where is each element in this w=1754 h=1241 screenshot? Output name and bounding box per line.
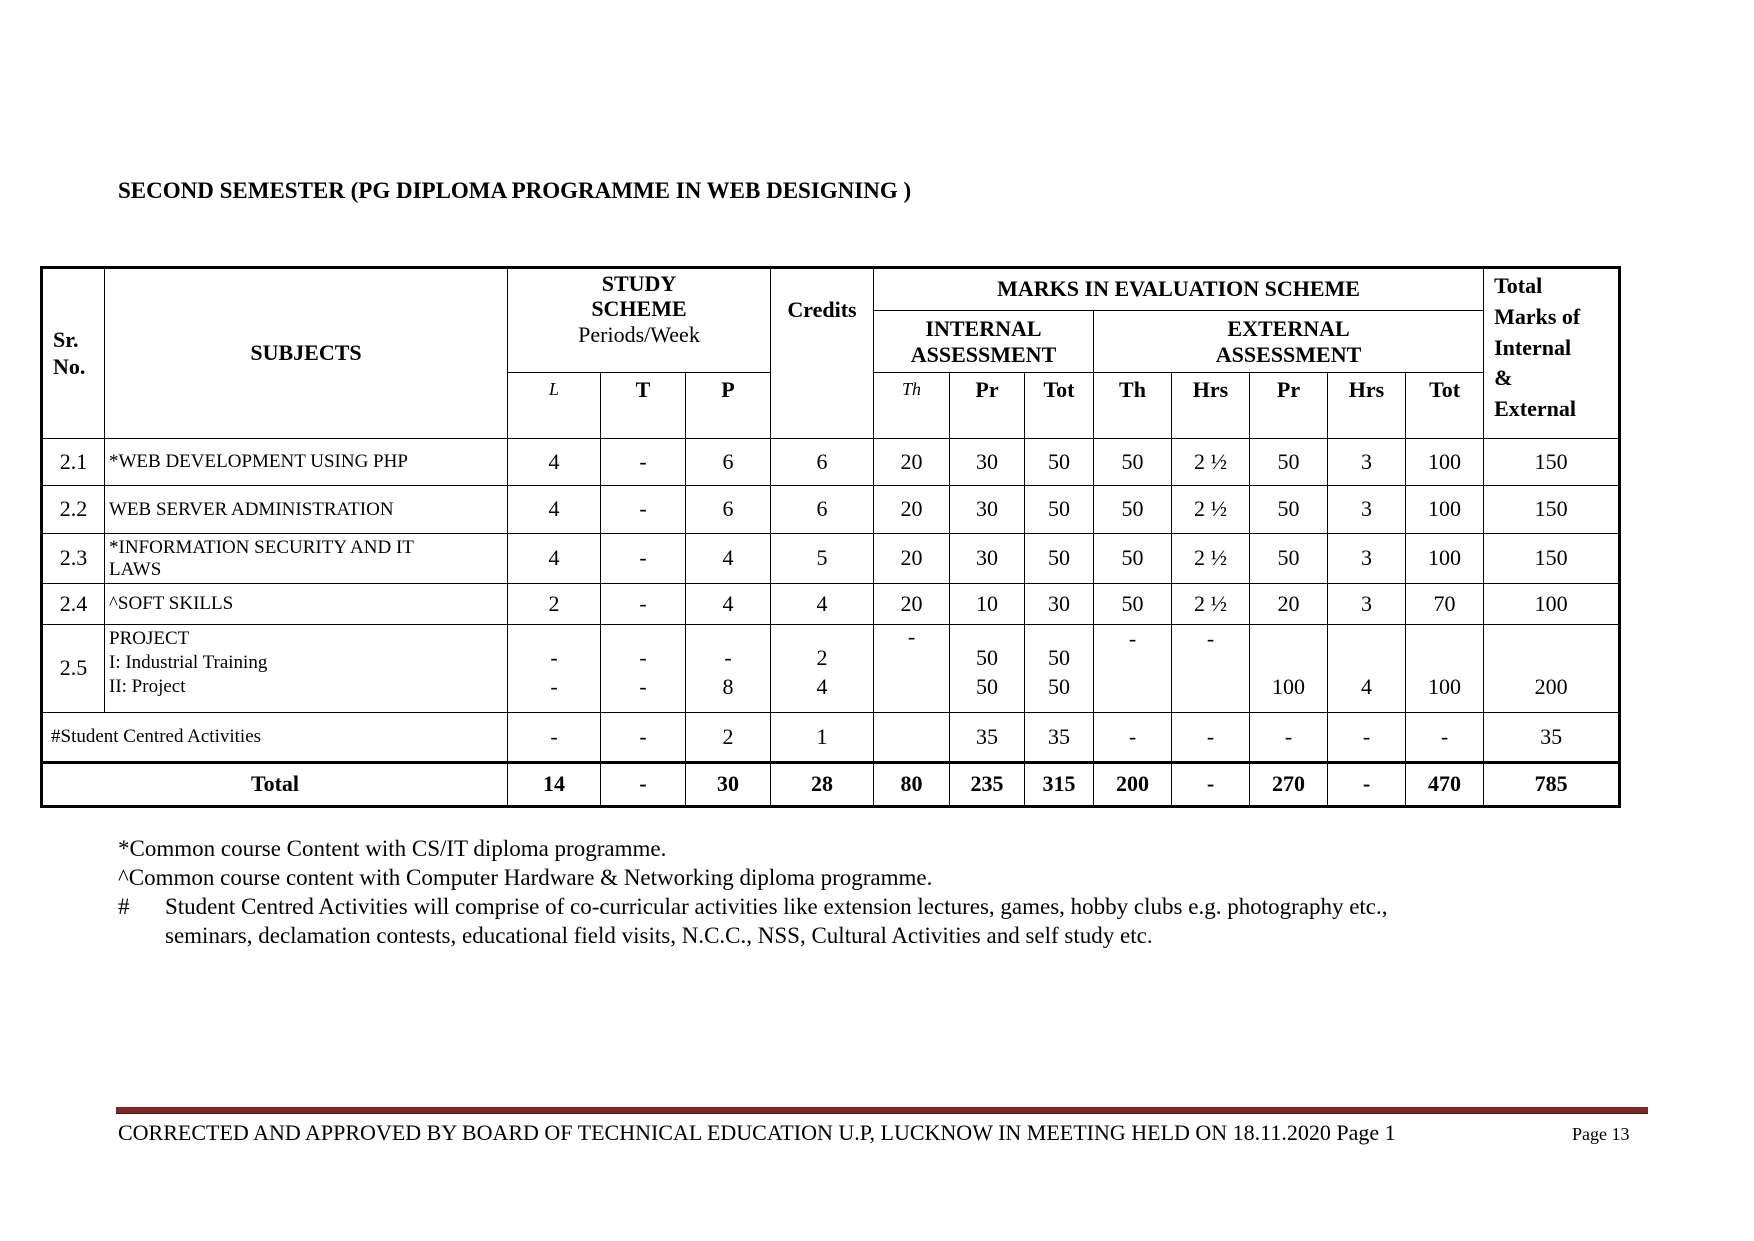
ext-pr-cell: 50 xyxy=(1250,486,1328,534)
ext-hrs-cell: 2 ½ xyxy=(1172,439,1250,486)
page-number: Page 13 xyxy=(1572,1124,1630,1144)
credits-cell: 5 xyxy=(771,534,874,584)
ext-hrs-cell: - xyxy=(1328,713,1406,763)
col-p-header: P xyxy=(686,373,771,439)
page-heading: SECOND SEMESTER (PG DIPLOMA PROGRAMME IN WEB DESIGNING ) xyxy=(118,178,912,203)
col-int-tot-header: Tot xyxy=(1025,373,1094,439)
t-cell: - xyxy=(601,584,686,625)
credits-header: Credits xyxy=(771,268,874,439)
ext-th-cell: - xyxy=(1094,625,1172,713)
total-cell: 150 xyxy=(1484,486,1620,534)
p-cell: 30 xyxy=(686,763,771,807)
col-t-header: T xyxy=(601,373,686,439)
p-cell: - 8 xyxy=(686,625,771,713)
table-row xyxy=(42,486,1620,534)
table-row-project xyxy=(42,625,1620,713)
col-ext-th-header: Th xyxy=(1094,373,1172,439)
int-tot-cell: 50 xyxy=(1025,534,1094,584)
t-cell: - xyxy=(601,713,686,763)
table-row xyxy=(42,439,1620,486)
total-cell: 200 xyxy=(1484,625,1620,713)
footnote-activities: # Student Centred Activities will comprise of co-curricular activities like extension lectures, games, hobby clubs e.g. photography etc., seminars, declamation contests, educational field visits, N.C.C., NSS, Cultural Activities and self study etc. xyxy=(118,894,1388,948)
ext-th-cell: - xyxy=(1094,713,1172,763)
subject-cell: PROJECT I: Industrial Training II: Project xyxy=(105,625,508,713)
ext-th-cell: 50 xyxy=(1094,486,1172,534)
credits-cell: 2 4 xyxy=(771,625,874,713)
sr-cell: 2.5 xyxy=(42,625,105,713)
p-cell: 2 xyxy=(686,713,771,763)
total-cell: 100 xyxy=(1484,584,1620,625)
t-cell: - xyxy=(601,439,686,486)
col-ext-tot-header: Tot xyxy=(1406,373,1484,439)
footnote-hash-mark: # xyxy=(118,894,130,919)
col-ext-hrs-header: Hrs xyxy=(1328,373,1406,439)
int-th-cell: 20 xyxy=(874,534,950,584)
ext-th-cell: 50 xyxy=(1094,584,1172,625)
l-cell: 4 xyxy=(508,486,601,534)
credits-cell: 1 xyxy=(771,713,874,763)
footnote-common-hardware: ^Common course content with Computer Hardware & Networking diploma programme. xyxy=(118,865,933,890)
credits-cell: 6 xyxy=(771,486,874,534)
l-cell: - - xyxy=(508,625,601,713)
periods-week-label: Periods/Week xyxy=(578,321,700,347)
evaluation-scheme-table xyxy=(40,266,1621,808)
sr-cell: 2.2 xyxy=(42,486,105,534)
ext-hrs-cell: - xyxy=(1328,763,1406,807)
p-cell: 4 xyxy=(686,584,771,625)
ext-tot-cell: - xyxy=(1406,713,1484,763)
ext-tot-cell: 470 xyxy=(1406,763,1484,807)
table-row xyxy=(42,534,1620,584)
table-row-total xyxy=(42,763,1620,807)
ext-tot-cell: 100 xyxy=(1406,439,1484,486)
int-th-cell: - xyxy=(874,625,950,713)
ext-tot-cell: 100 xyxy=(1406,534,1484,584)
ext-tot-cell: 100 xyxy=(1406,625,1484,713)
p-cell: 6 xyxy=(686,486,771,534)
int-pr-cell: 30 xyxy=(950,486,1025,534)
table-row xyxy=(42,584,1620,625)
int-pr-cell: 30 xyxy=(950,439,1025,486)
sr-cell: 2.3 xyxy=(42,534,105,584)
ext-pr-cell: 50 xyxy=(1250,534,1328,584)
ext-hrs-cell: 2 ½ xyxy=(1172,584,1250,625)
study-scheme-title: STUDY SCHEME xyxy=(591,271,687,322)
footnotes xyxy=(118,834,1618,950)
ext-th-cell: 200 xyxy=(1094,763,1172,807)
ext-pr-cell: 100 xyxy=(1250,625,1328,713)
int-th-cell xyxy=(874,713,950,763)
col-int-th-header: Th xyxy=(874,373,950,439)
ext-hrs-cell: 2 ½ xyxy=(1172,486,1250,534)
int-pr-cell: 235 xyxy=(950,763,1025,807)
col-ext-hrs-header: Hrs xyxy=(1172,373,1250,439)
sr-cell: 2.1 xyxy=(42,439,105,486)
footer-divider xyxy=(116,1107,1648,1114)
total-cell: 35 xyxy=(1484,713,1620,763)
marks-scheme-header: MARKS IN EVALUATION SCHEME xyxy=(874,268,1484,311)
credits-cell: 6 xyxy=(771,439,874,486)
ext-hrs-cell: - xyxy=(1172,625,1250,713)
study-scheme-header xyxy=(508,268,771,373)
ext-pr-cell: 20 xyxy=(1250,584,1328,625)
ext-th-cell: 50 xyxy=(1094,534,1172,584)
ext-pr-cell: 50 xyxy=(1250,439,1328,486)
subject-cell: WEB SERVER ADMINISTRATION xyxy=(105,486,508,534)
ext-hrs-cell: - xyxy=(1172,713,1250,763)
int-pr-cell: 30 xyxy=(950,534,1025,584)
ext-pr-cell: - xyxy=(1250,713,1328,763)
subject-cell: *INFORMATION SECURITY AND IT LAWS xyxy=(105,534,508,584)
l-cell: 2 xyxy=(508,584,601,625)
subject-cell: ^SOFT SKILLS xyxy=(105,584,508,625)
col-int-pr-header: Pr xyxy=(950,373,1025,439)
int-tot-cell: 35 xyxy=(1025,713,1094,763)
t-cell: - - xyxy=(601,625,686,713)
credits-cell: 4 xyxy=(771,584,874,625)
int-th-cell: 20 xyxy=(874,584,950,625)
int-tot-cell: 50 xyxy=(1025,439,1094,486)
ext-hrs-cell: 3 xyxy=(1328,439,1406,486)
t-cell: - xyxy=(601,534,686,584)
total-marks-header: Total Marks of Internal & External xyxy=(1484,268,1620,439)
ext-tot-cell: 100 xyxy=(1406,486,1484,534)
l-cell: - xyxy=(508,713,601,763)
col-ext-pr-header: Pr xyxy=(1250,373,1328,439)
footnote-common-csit: *Common course Content with CS/IT diploma programme. xyxy=(118,836,667,861)
ext-hrs-cell: 3 xyxy=(1328,486,1406,534)
l-cell: 4 xyxy=(508,439,601,486)
table-row-activities xyxy=(42,713,1620,763)
int-pr-cell: 35 xyxy=(950,713,1025,763)
int-pr-cell: 10 xyxy=(950,584,1025,625)
int-tot-cell: 30 xyxy=(1025,584,1094,625)
total-cell: 150 xyxy=(1484,534,1620,584)
credits-cell: 28 xyxy=(771,763,874,807)
header-row-1 xyxy=(42,268,1620,311)
p-cell: 6 xyxy=(686,439,771,486)
activities-label: #Student Centred Activities xyxy=(42,713,508,763)
int-tot-cell: 315 xyxy=(1025,763,1094,807)
int-th-cell: 80 xyxy=(874,763,950,807)
ext-hrs-cell: 3 xyxy=(1328,534,1406,584)
ext-hrs-cell: - xyxy=(1172,763,1250,807)
ext-hrs-cell: 3 xyxy=(1328,584,1406,625)
ext-hrs-cell: 4 xyxy=(1328,625,1406,713)
sr-cell: 2.4 xyxy=(42,584,105,625)
subject-cell: *WEB DEVELOPMENT USING PHP xyxy=(105,439,508,486)
ext-tot-cell: 70 xyxy=(1406,584,1484,625)
total-label: Total xyxy=(42,763,508,807)
int-pr-cell: 50 50 xyxy=(950,625,1025,713)
int-th-cell: 20 xyxy=(874,486,950,534)
l-cell: 14 xyxy=(508,763,601,807)
ext-th-cell: 50 xyxy=(1094,439,1172,486)
col-l-header: L xyxy=(508,373,601,439)
p-cell: 4 xyxy=(686,534,771,584)
l-cell: 4 xyxy=(508,534,601,584)
footer-approval-text: CORRECTED AND APPROVED BY BOARD OF TECHNICAL EDUCATION U.P, LUCKNOW IN MEETING HELD ON 18.11.2020 Page 1 xyxy=(118,1120,1396,1145)
ext-hrs-cell: 2 ½ xyxy=(1172,534,1250,584)
total-cell: 150 xyxy=(1484,439,1620,486)
int-th-cell: 20 xyxy=(874,439,950,486)
ext-pr-cell: 270 xyxy=(1250,763,1328,807)
footer xyxy=(118,1120,1648,1146)
sr-no-header: Sr. No. xyxy=(42,268,105,439)
external-assessment-header: EXTERNAL ASSESSMENT xyxy=(1094,311,1484,373)
int-tot-cell: 50 xyxy=(1025,486,1094,534)
int-tot-cell: 50 50 xyxy=(1025,625,1094,713)
subjects-header: SUBJECTS xyxy=(105,268,508,439)
t-cell: - xyxy=(601,486,686,534)
internal-assessment-header: INTERNAL ASSESSMENT xyxy=(874,311,1094,373)
t-cell: - xyxy=(601,763,686,807)
total-cell: 785 xyxy=(1484,763,1620,807)
